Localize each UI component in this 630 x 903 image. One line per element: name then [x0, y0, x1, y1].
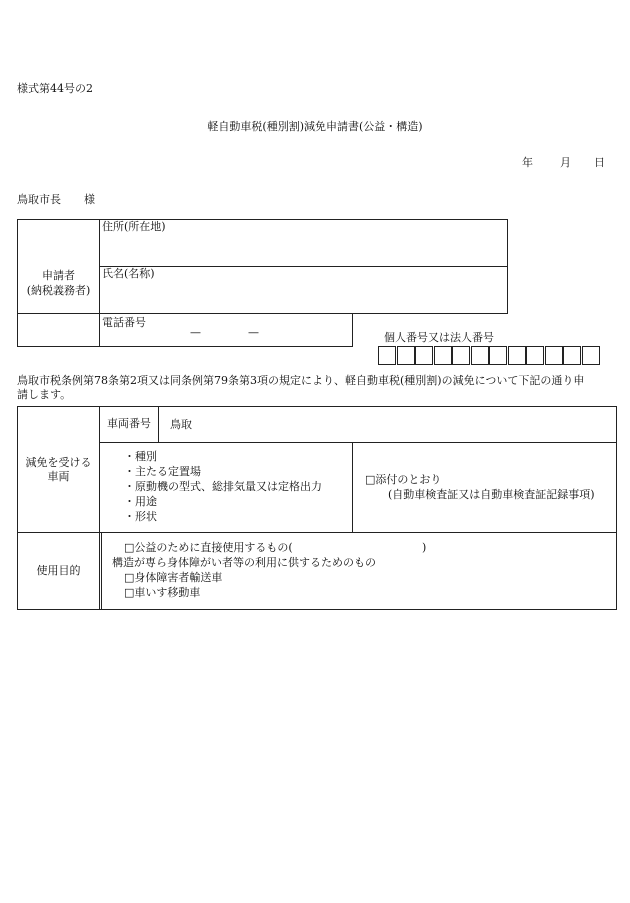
name-label: 氏名(名称) [102, 267, 155, 280]
page-title: 軽自動車税(種別割)減免申請書(公益・構造) [207, 120, 423, 133]
phone-label: 電話番号 [102, 316, 146, 329]
date-year-label: 年 [522, 156, 533, 169]
vehicle-item-type: ・種別 [124, 450, 157, 463]
id-number-label: 個人番号又は法人番号 [384, 331, 494, 344]
vehicle-label: 減免を受ける [25, 456, 92, 469]
addressee-name: 鳥取市長 [17, 193, 61, 206]
applicant-sublabel: (納税義務者) [26, 284, 91, 297]
form-number: 様式第44号の2 [17, 82, 93, 95]
addressee-honorific: 様 [84, 193, 95, 206]
purpose-label: 使用目的 [36, 564, 81, 577]
vehicle-sublabel: 車両 [47, 470, 70, 483]
phone-separator-2: — [248, 326, 259, 339]
purpose-structural-heading: 構造が専ら身体障がい者等の利用に供するためのもの [112, 556, 376, 569]
vehicle-item-use: ・用途 [124, 495, 157, 508]
purpose-option-public-close: ) [422, 541, 427, 554]
date-day-label: 日 [594, 156, 605, 169]
phone-separator-1: — [190, 326, 201, 339]
plate-number-label: 車両番号 [107, 417, 151, 430]
regulation-text-line1: 鳥取市税条例第78条第2項又は同条例第79条第3項の規定により、軽自動車税(種別割)の減免について下記の通り申 [17, 374, 585, 387]
address-label: 住所(所在地) [102, 220, 166, 233]
regulation-text-line2: 請します。 [17, 388, 72, 401]
purpose-option-public[interactable]: □公益のために直接使用するもの( [124, 541, 293, 554]
date-month-label: 月 [560, 156, 571, 169]
purpose-option-wheelchair[interactable]: □車いす移動車 [124, 586, 201, 599]
purpose-option-disabled-transport[interactable]: □身体障害者輸送車 [124, 571, 223, 584]
applicant-label: 申請者 [42, 269, 75, 282]
vehicle-item-engine: ・原動機の型式、総排気量又は定格出力 [124, 480, 322, 493]
vehicle-item-shape: ・形状 [124, 510, 157, 523]
plate-number-value[interactable]: 鳥取 [170, 418, 192, 431]
vehicle-item-location: ・主たる定置場 [124, 465, 201, 478]
attachment-note: (自動車検査証又は自動車検査証記録事項) [388, 488, 595, 501]
attachment-checkbox[interactable]: □添付のとおり [365, 473, 442, 486]
